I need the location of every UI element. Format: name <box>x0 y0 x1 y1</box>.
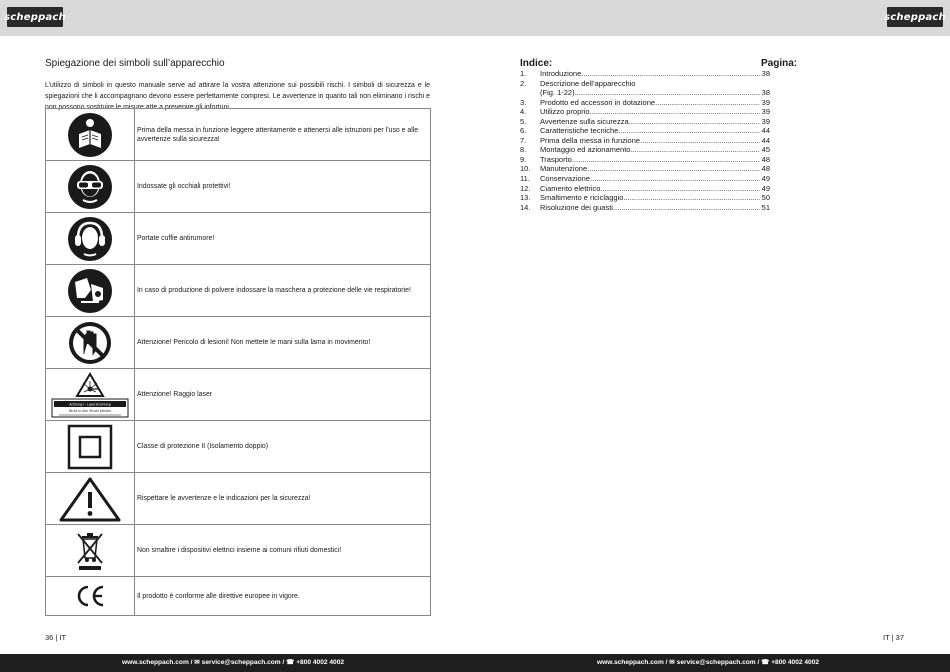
table-row <box>46 369 431 421</box>
toc-entry[interactable] <box>520 88 770 98</box>
toc-leader-dots <box>572 155 760 165</box>
toc-page: 48 <box>761 154 770 164</box>
laser-label-line-2: Nicht in den Strahl blicken <box>69 408 111 413</box>
table-row <box>46 473 431 525</box>
toc-page: 49 <box>761 174 770 184</box>
toc-leader-dots <box>618 126 760 136</box>
toc-leader-dots <box>623 193 760 203</box>
toc-entry[interactable] <box>520 155 770 165</box>
toc-leader-dots <box>629 117 760 127</box>
toc-label: Smaltimento e riciclaggio <box>540 193 624 203</box>
toc-entry[interactable] <box>520 126 770 136</box>
page-title: Spiegazione dei simboli sull’apparecchio <box>45 58 225 69</box>
toc-number: 8. <box>520 145 527 155</box>
symbol-description: Attenzione! Raggio laser <box>135 369 431 421</box>
toc-number: 10. <box>520 164 531 174</box>
footer-bar <box>0 654 950 672</box>
toc-leader-dots <box>613 203 760 213</box>
toc-label: Avvertenze sulla sicurezza <box>540 116 629 126</box>
table-row <box>46 577 431 616</box>
toc-leader-dots <box>655 98 760 108</box>
ce-mark-icon <box>74 584 106 608</box>
table-row <box>46 213 431 265</box>
toc-entry[interactable] <box>520 69 770 79</box>
toc-leader-dots <box>590 107 760 117</box>
symbol-description: In caso di produzione di polvere indossare la maschera a protezione delle vie respiratorie! <box>135 265 431 317</box>
scheppach-logo: scheppach <box>887 7 943 27</box>
toc-label: Conservazione <box>540 174 591 184</box>
page-column-title: Pagina: <box>761 58 798 69</box>
intro-paragraph: L’utilizzo di simboli in questo manuale serve ad attirare la vostra attenzione sui possibili rischi. I simboli di sicurezza e le spiegazioni che li accompagnano devono essere perfettamente compresi. Le avvertenze in quanto tali non eliminano i rischi e non possono sostituire le misure atte a prevenire gli infortuni. <box>45 82 430 111</box>
symbols-table <box>45 108 431 616</box>
toc-label: Introduzione <box>540 69 582 78</box>
toc-label: (Fig. 1-22) <box>540 88 575 98</box>
toc-entry[interactable] <box>520 79 770 89</box>
toc-page: 51 <box>761 202 770 212</box>
toc-label: Utilizzo proprio <box>540 107 590 117</box>
toc-page: 38 <box>761 88 770 98</box>
page-number: 36 | IT <box>45 633 67 642</box>
page-number: IT | 37 <box>883 633 904 642</box>
ear-protection-icon <box>67 216 113 262</box>
toc-label: Manutenzione <box>540 164 588 174</box>
toc-page: 48 <box>761 164 770 174</box>
toc-entry[interactable] <box>520 193 770 203</box>
weee-bin-icon <box>75 530 105 572</box>
toc-leader-dots <box>581 69 760 79</box>
toc-entry[interactable] <box>520 145 770 155</box>
toc-number: 3. <box>520 97 527 107</box>
toc-page: 38 <box>761 69 770 78</box>
table-row <box>46 317 431 369</box>
toc-number: 11. <box>520 174 530 184</box>
symbol-description: Il prodotto è conforme alle direttive europee in vigore. <box>135 577 431 616</box>
symbol-description: Indossate gli occhiali protettivi! <box>135 161 431 213</box>
toc-entry[interactable] <box>520 98 770 108</box>
dust-mask-icon <box>67 268 113 314</box>
symbol-description: Attenzione! Pericolo di lesioni! Non mettete le mani sulla lama in movimento! <box>135 317 431 369</box>
toc-entry[interactable] <box>520 203 770 213</box>
toc-number: 1. <box>520 69 527 78</box>
warning-triangle-icon <box>58 476 122 522</box>
toc-page: 45 <box>761 145 770 155</box>
toc-leader-dots <box>640 136 760 146</box>
symbol-description: Prima della messa in funzione leggere attentamente e attenersi alle istruzioni per l’uso e alle avvertenze sulla sicurezza! <box>135 109 431 161</box>
toc-label: Ciamento elettrico <box>540 183 601 193</box>
toc-page: 39 <box>761 116 770 126</box>
toc-entry[interactable] <box>520 184 770 194</box>
toc-label: Prima della messa in funzione <box>540 135 641 145</box>
toc-page: 39 <box>761 97 770 107</box>
toc-label: Caratteristiche tecniche <box>540 126 619 136</box>
laser-warning-icon <box>51 372 129 418</box>
safety-glasses-icon <box>67 164 113 210</box>
table-of-contents <box>520 69 770 212</box>
toc-number: 6. <box>520 126 527 136</box>
table-row <box>46 161 431 213</box>
symbol-description: Portate cuffie antirumore! <box>135 213 431 265</box>
toc-entry[interactable] <box>520 136 770 146</box>
toc-number: 14. <box>520 202 531 212</box>
no-hands-icon <box>67 320 113 366</box>
symbol-description: Non smaltire i dispositivi elettrici insieme ai comuni rifiuti domestici! <box>135 525 431 577</box>
toc-entry[interactable] <box>520 174 770 184</box>
toc-number <box>520 88 540 98</box>
toc-number: 4. <box>520 107 527 117</box>
read-manual-icon <box>67 112 113 158</box>
toc-number: 9. <box>520 154 527 164</box>
toc-leader-dots <box>630 145 760 155</box>
toc-number: 2. <box>520 78 527 88</box>
toc-number: 12. <box>520 183 531 193</box>
toc-leader-dots <box>590 174 760 184</box>
toc-page: 44 <box>761 135 770 145</box>
protection-class-2-icon <box>67 424 113 470</box>
toc-page: 39 <box>761 107 770 117</box>
symbol-description: Rispettare le avvertenze e le indicazioni per la sicurezza! <box>135 473 431 525</box>
toc-number: 13. <box>520 193 531 203</box>
table-row <box>46 525 431 577</box>
footer-contact: www.scheppach.com / ✉ service@scheppach.com / ☎ +800 4002 4002 <box>122 659 345 666</box>
footer-contact: www.scheppach.com / ✉ service@scheppach.com / ☎ +800 4002 4002 <box>597 659 820 666</box>
table-row <box>46 265 431 317</box>
toc-label: Trasporto <box>540 154 572 164</box>
toc-label: Prodotto ed accessori in dotazione <box>540 97 656 107</box>
toc-page: 44 <box>761 126 770 136</box>
scheppach-logo: scheppach <box>7 7 63 27</box>
symbol-description: Classe di protezione II (Isolamento doppio) <box>135 421 431 473</box>
laser-label-line-1: Achtung! - Laserstrahlung <box>69 402 111 406</box>
toc-leader-dots <box>600 184 760 194</box>
table-row <box>46 109 431 161</box>
toc-number: 7. <box>520 135 527 145</box>
toc-number: 5. <box>520 116 527 126</box>
index-title: Indice: <box>520 58 553 69</box>
toc-label: Montaggio ed azionamento <box>540 145 631 155</box>
toc-leader-dots <box>587 164 760 174</box>
toc-leader-dots <box>575 88 760 98</box>
toc-page: 50 <box>761 193 770 203</box>
table-row <box>46 421 431 473</box>
toc-entry[interactable] <box>520 107 770 117</box>
toc-page: 49 <box>761 183 770 193</box>
toc-label: Risoluzione dei guasti <box>540 202 613 212</box>
toc-entry[interactable] <box>520 164 770 174</box>
toc-entry[interactable] <box>520 117 770 127</box>
header-bar <box>0 0 950 36</box>
toc-label: Descrizione dell’apparecchio <box>540 78 636 88</box>
